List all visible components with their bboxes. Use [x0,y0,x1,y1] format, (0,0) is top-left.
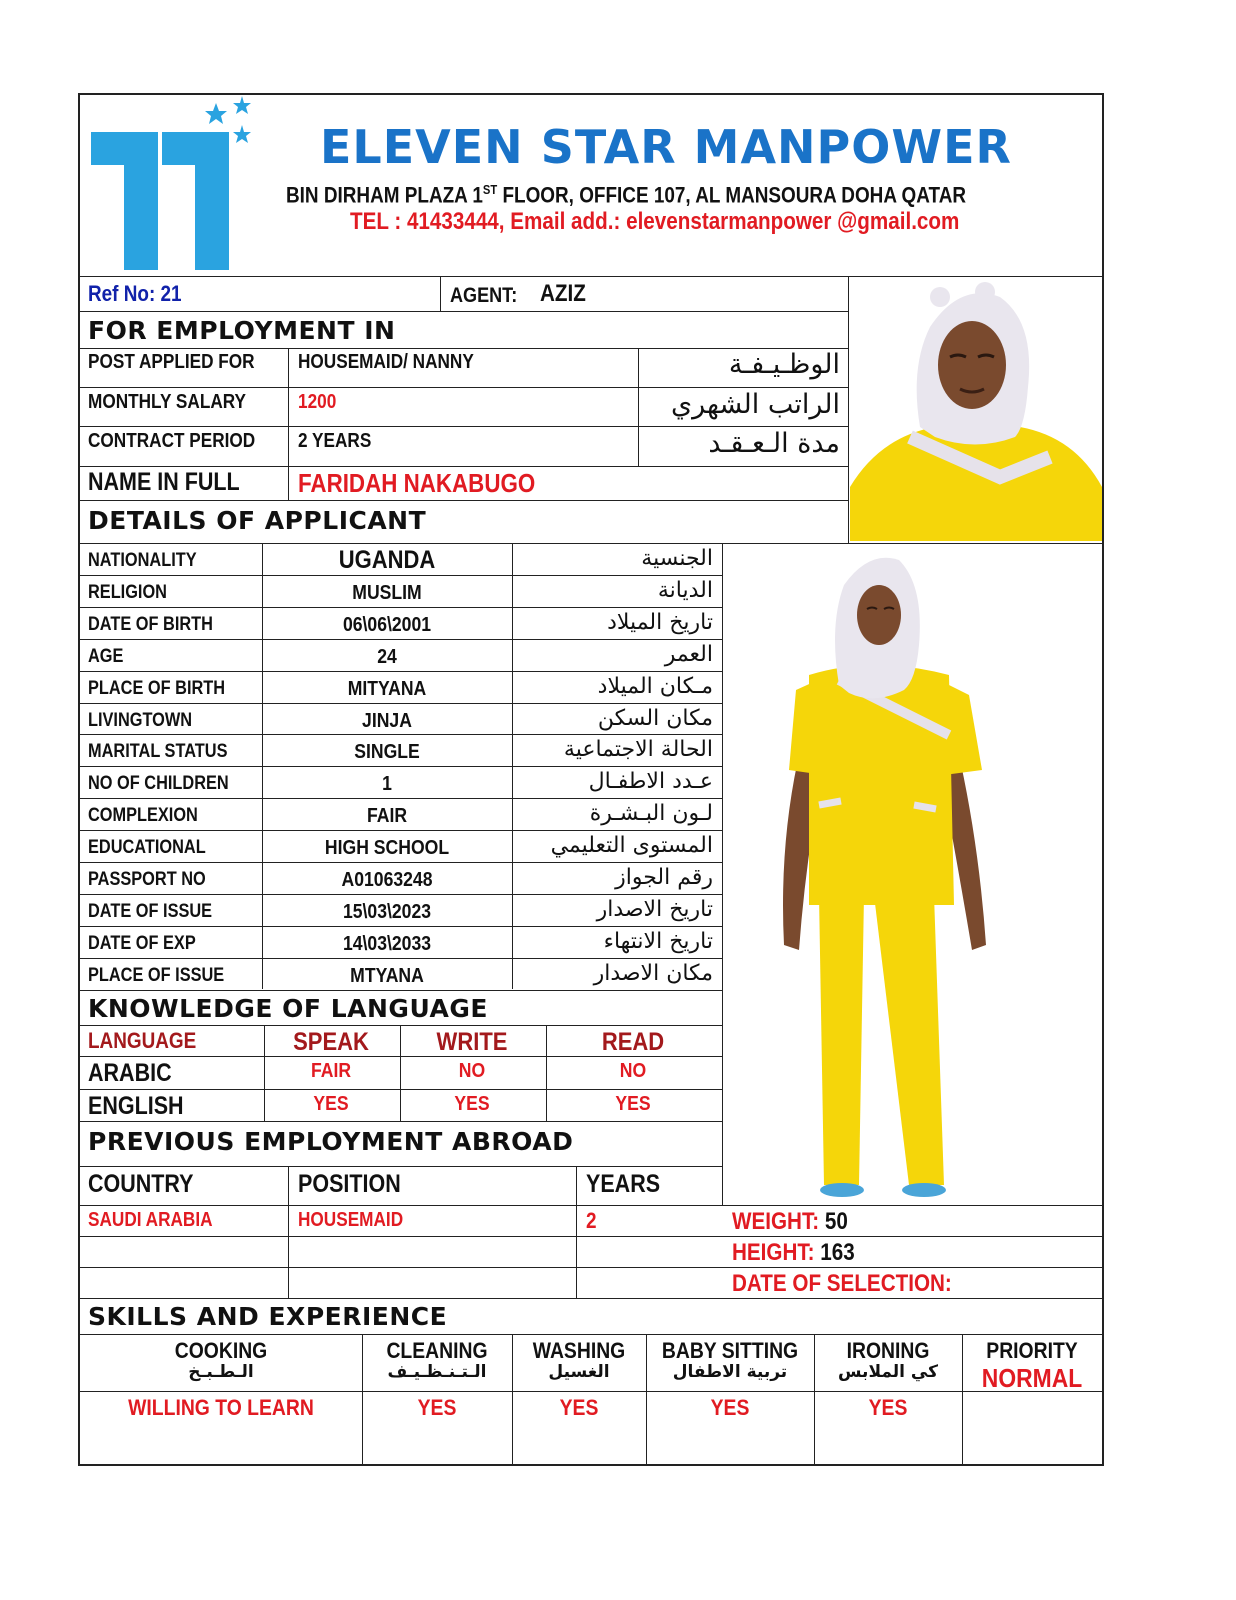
post-applied-label: POST APPLIED FOR [88,351,255,373]
previous-row-country: SAUDI ARABIA [88,1209,213,1231]
detail-arabic: المستوى التعليمي [550,833,713,859]
detail-row-divider [78,671,722,672]
detail-arabic: الحالة الاجتماعية [563,737,713,763]
date-of-selection-label: DATE OF SELECTION: [732,1270,952,1297]
previous-section-title: PREVIOUS EMPLOYMENT ABROAD [88,1127,574,1156]
contract-period-arabic: مدة الـعـقـد [708,428,840,459]
detail-row-divider [78,703,722,704]
detail-row-divider [78,798,722,799]
details-section-title: DETAILS OF APPLICANT [88,506,427,535]
full-name-value: FARIDAH NAKABUGO [298,468,536,498]
language-english-write: YES [454,1093,490,1115]
detail-label: LIVINGTOWN [88,709,193,731]
detail-arabic: عـدد الاطفـال [588,769,713,795]
detail-label: MARITAL STATUS [88,741,228,763]
language-header-write: WRITE [436,1028,508,1056]
language-english-name: ENGLISH [88,1092,184,1120]
detail-row-divider [78,926,722,927]
detail-row-divider [78,766,722,767]
detail-arabic: رقم الجواز [615,865,713,890]
detail-value: 14\03\2033 [342,932,432,955]
detail-row-divider [78,607,722,608]
contract-period-label: CONTRACT PERIOD [88,430,256,452]
company-address: BIN DIRHAM PLAZA 1ST FLOOR, OFFICE 107, AL MANSOURA DOHA QATAR [286,182,967,208]
detail-arabic: مكان الاصدار [593,960,713,986]
detail-arabic: العمر [664,641,713,667]
employment-section-title: FOR EMPLOYMENT IN [88,316,396,345]
detail-label: COMPLEXION [88,805,198,827]
skill-arabic: الـتـنـظـيـف [387,1362,487,1382]
detail-label: PLACE OF ISSUE [88,964,225,986]
detail-arabic: تاريخ الانتهاء [603,928,713,954]
post-applied-value: HOUSEMAID/ NANNY [298,351,474,373]
detail-value: HIGH SCHOOL [324,837,450,860]
portrait-photo-icon [850,277,1102,541]
applicant-full-body-photo [724,545,1102,1203]
detail-row-divider [78,894,722,895]
contract-period-value: 2 YEARS [298,430,372,452]
skill-value: YES [559,1395,599,1420]
applicant-portrait-photo [850,277,1102,541]
skill-name: CLEANING [386,1338,488,1363]
skill-name: COOKING [174,1338,268,1363]
detail-row-divider [78,990,722,991]
language-arabic-read: NO [619,1060,647,1082]
height-field: HEIGHT: 163 [732,1239,855,1266]
previous-header-country: COUNTRY [88,1170,194,1198]
skill-value: YES [710,1395,750,1420]
detail-value: FAIR [366,805,408,828]
previous-row-position: HOUSEMAID [298,1209,404,1231]
detail-arabic: الديانة [657,577,713,603]
detail-row-divider [78,575,722,576]
detail-arabic: مـكان الميلاد [597,673,713,699]
language-header-speak: SPEAK [293,1028,369,1056]
language-arabic-speak: FAIR [310,1060,352,1082]
detail-row-divider [78,830,722,831]
detail-label: DATE OF ISSUE [88,900,213,922]
language-section-title: KNOWLEDGE OF LANGUAGE [88,994,488,1023]
previous-header-position: POSITION [298,1170,401,1198]
language-header-language: LANGUAGE [88,1028,197,1053]
eleven-star-logo-icon [86,95,266,275]
language-english-read: YES [615,1093,651,1115]
full-body-photo-icon [724,545,1102,1203]
language-english-speak: YES [313,1093,349,1115]
detail-row-divider [78,958,722,959]
language-arabic-write: NO [458,1060,486,1082]
detail-label: NATIONALITY [88,550,197,571]
post-applied-arabic: الوظـيـفـة [728,349,840,380]
detail-row-divider [78,734,722,735]
skill-name: IRONING [846,1338,930,1363]
detail-label: EDUCATIONAL [88,837,206,859]
agent-label: AGENT: [450,284,518,307]
detail-label: PASSPORT NO [88,869,206,890]
detail-value: MUSLIM [352,581,422,604]
skill-name: WASHING [532,1338,626,1363]
detail-value: 1 [382,773,392,796]
company-contact: TEL : 41433444, Email add.: elevenstarmanpower @gmail.com [350,208,960,235]
previous-row-years: 2 [586,1208,597,1233]
skills-section-title: SKILLS AND EXPERIENCE [88,1302,448,1331]
previous-header-years: YEARS [586,1170,661,1198]
detail-arabic: تاريخ الميلاد [607,609,713,635]
company-name: ELEVEN STAR MANPOWER [320,120,1012,174]
detail-arabic: مكان السكن [597,705,713,731]
detail-value: MTYANA [350,964,424,987]
skill-name: BABY SITTING [661,1338,799,1363]
detail-label: PLACE OF BIRTH [88,677,226,699]
monthly-salary-label: MONTHLY SALARY [88,391,247,413]
detail-value: MITYANA [347,677,427,700]
language-arabic-name: ARABIC [88,1059,172,1087]
monthly-salary-value: 1200 [298,391,337,413]
skill-value: YES [417,1395,457,1420]
detail-arabic: الجنسية [641,546,713,571]
detail-label: RELIGION [88,581,167,603]
skill-arabic: الغسيل [548,1362,610,1382]
skill-value: YES [868,1395,908,1420]
language-header-read: READ [601,1028,665,1056]
detail-value: SINGLE [354,741,420,764]
detail-value: UGANDA [338,546,436,574]
full-name-label: NAME IN FULL [88,468,240,496]
detail-arabic: لـون البـشـرة [589,801,713,827]
monthly-salary-arabic: الراتب الشهري [670,389,840,420]
skill-arabic: كي الملابس [838,1362,938,1382]
ref-number: Ref No: 21 [88,281,182,306]
detail-label: DATE OF EXP [88,932,196,954]
skill-arabic: تربية الاطفال [672,1362,788,1382]
company-logo [86,95,266,275]
agent-value: AZIZ [540,280,586,307]
priority-value: NORMAL [981,1363,1083,1393]
skill-arabic: الـطـبـخ [188,1362,254,1382]
detail-arabic: تاريخ الاصدار [596,896,713,922]
detail-value: 06\06\2001 [342,613,432,636]
detail-row-divider [78,862,722,863]
detail-value: JINJA [362,709,412,732]
weight-field: WEIGHT: 50 [732,1208,848,1235]
detail-value: 15\03\2023 [342,900,432,923]
skill-value: WILLING TO LEARN [128,1395,314,1420]
detail-row-divider [78,639,722,640]
detail-label: DATE OF BIRTH [88,613,213,635]
detail-label: NO OF CHILDREN [88,773,229,795]
detail-label: AGE [88,645,124,667]
detail-value: 24 [377,645,397,668]
priority-label: PRIORITY [986,1338,1078,1363]
detail-value: A01063248 [341,869,433,891]
